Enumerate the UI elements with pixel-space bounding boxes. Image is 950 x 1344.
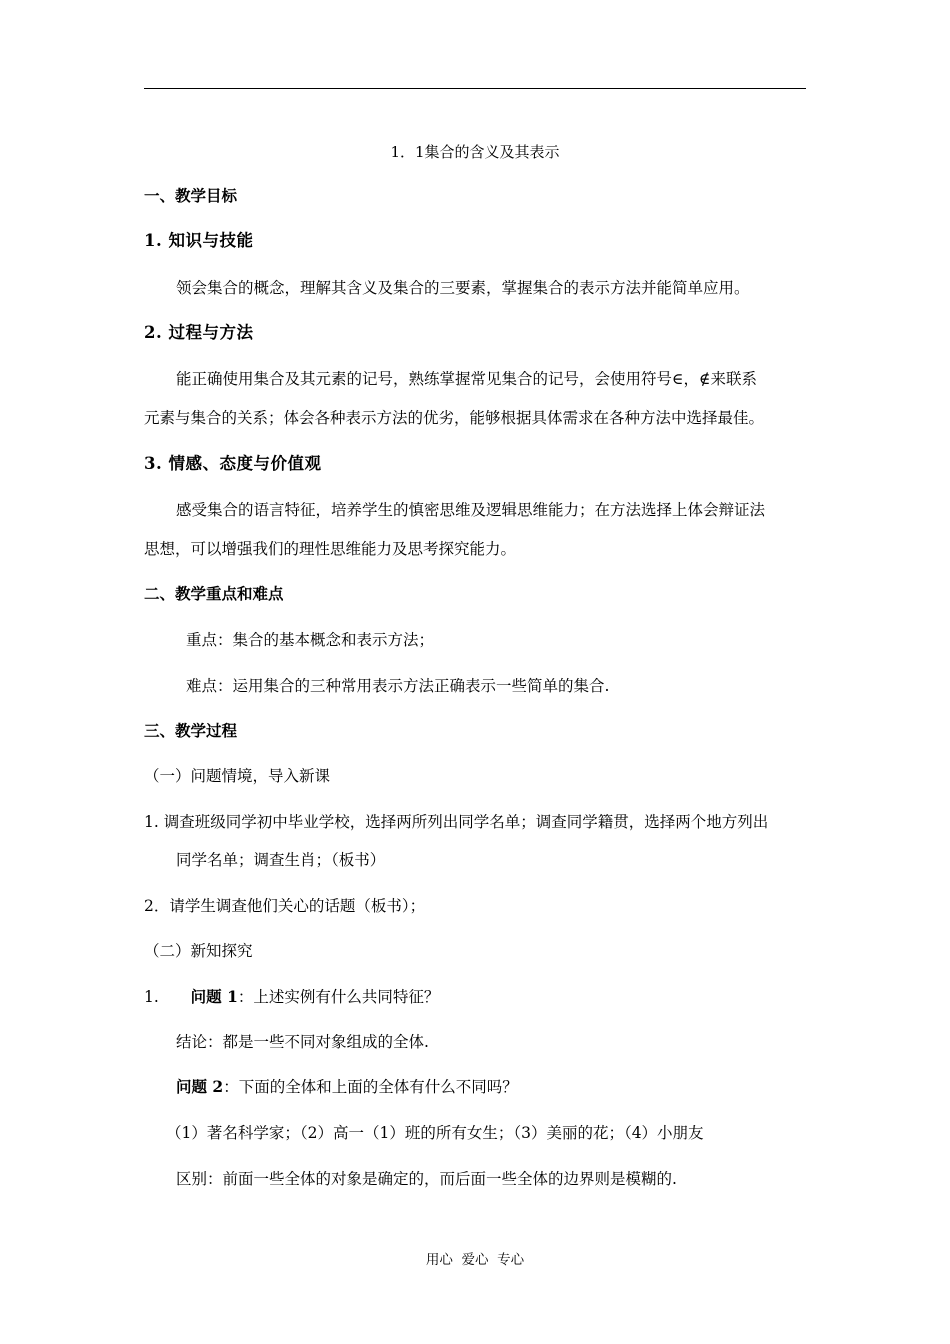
question-2-text: ：下面的全体和上面的全体有什么不同吗？ bbox=[223, 1078, 518, 1096]
subheading-knowledge-skills: 1. 知识与技能 bbox=[144, 231, 254, 250]
question-1-number: 1. bbox=[144, 988, 159, 1006]
section-heading-key-points: 二、教学重点和难点 bbox=[144, 584, 284, 603]
paragraph-process-methods-line2: 元素与集合的关系；体会各种表示方法的优劣，能够根据具体需求在各种方法中选择最佳。 bbox=[144, 409, 765, 427]
section-heading-objectives: 一、教学目标 bbox=[144, 186, 238, 205]
header-rule bbox=[144, 88, 806, 89]
paragraph-emotion-values-line1: 感受集合的语言特征，培养学生的慎密思维及逻辑思维能力；在方法选择上体会辩证法 bbox=[176, 501, 766, 519]
page-footer: 用心 爱心 专心 bbox=[425, 1252, 525, 1268]
paragraph-emotion-values-line2: 思想，可以增强我们的理性思维能力及思考探究能力。 bbox=[144, 540, 517, 558]
question-2-label: 问题 2 bbox=[176, 1077, 224, 1096]
list-item-1-line2: 同学名单；调查生肖；（板书） bbox=[176, 851, 386, 869]
question-1-text: ：上述实例有什么共同特征？ bbox=[237, 988, 440, 1006]
key-point-text: 重点：集合的基本概念和表示方法； bbox=[186, 631, 435, 649]
list-item-1-line1: 1. 调查班级同学初中毕业学校，选择两所列出同学名单；调查同学籍贯，选择两个地方列出 bbox=[144, 813, 769, 831]
subheading-emotion-values: 3. 情感、态度与价值观 bbox=[144, 454, 322, 473]
section-heading-process: 三、教学过程 bbox=[144, 721, 238, 740]
subsection-heading-intro: （一）问题情境，导入新课 bbox=[144, 767, 331, 785]
conclusion-text: 结论：都是一些不同对象组成的全体. bbox=[176, 1033, 429, 1051]
difference-text: 区别：前面一些全体的对象是确定的，而后面一些全体的边界则是模糊的. bbox=[176, 1170, 677, 1188]
question-2-row bbox=[176, 1077, 518, 1097]
paragraph-knowledge-skills: 领会集合的概念，理解其含义及集合的三要素，掌握集合的表示方法并能简单应用。 bbox=[176, 279, 750, 297]
question-1-row bbox=[144, 987, 439, 1007]
subsection-heading-explore: （二）新知探究 bbox=[144, 942, 253, 960]
list-item-2: 2．请学生调查他们关心的话题（板书）； bbox=[144, 897, 426, 915]
question-1-label: 问题 1 bbox=[190, 987, 238, 1006]
paragraph-process-methods-line1: 能正确使用集合及其元素的记号，熟练掌握常见集合的记号，会使用符号∈，∉来联系 bbox=[176, 370, 757, 388]
document-title: 1．1集合的含义及其表示 bbox=[390, 143, 560, 161]
examples-text: （1）著名科学家；（2）高一（1）班的所有女生；（3）美丽的花；（4）小朋友 bbox=[166, 1124, 704, 1142]
subheading-process-methods: 2. 过程与方法 bbox=[144, 323, 254, 342]
difficulty-text: 难点：运用集合的三种常用表示方法正确表示一些简单的集合. bbox=[186, 677, 610, 695]
